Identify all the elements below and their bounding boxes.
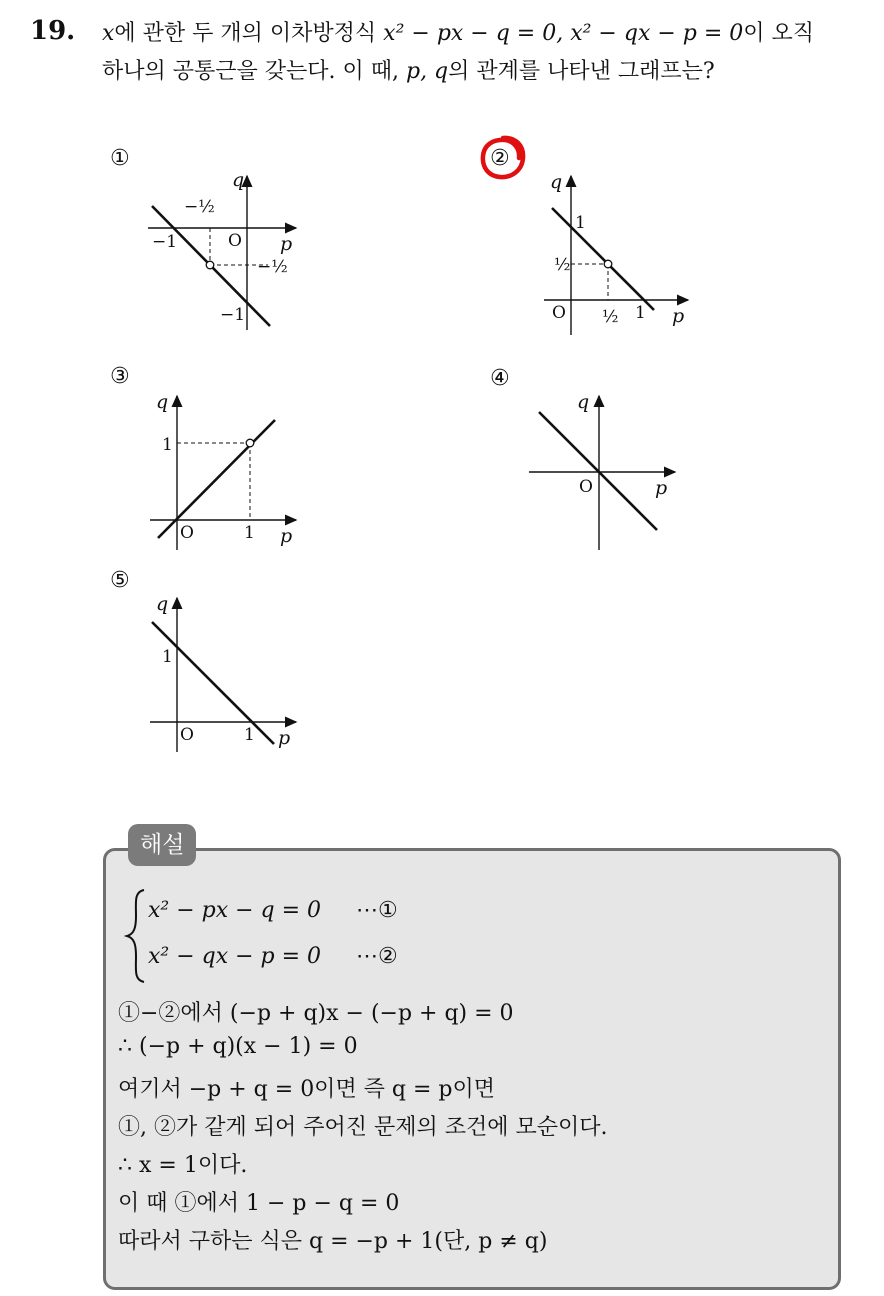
- choice-3-y-label: q: [156, 391, 169, 413]
- choice-2-tick-y-half: ½: [554, 255, 571, 275]
- choice-5-label[interactable]: ⑤: [110, 568, 130, 593]
- choice-2-y-label: q: [550, 171, 563, 193]
- choice-3-tick-x1: 1: [244, 523, 255, 543]
- choice-1-tick-x-neg1: −1: [152, 232, 178, 252]
- choice-1-excluded-point: [206, 261, 214, 269]
- choice-3-x-label: p: [280, 525, 293, 547]
- choice-2-tick-x1: 1: [635, 303, 646, 323]
- choice-2-origin: O: [552, 303, 566, 323]
- solution-line: 따라서 구하는 식은 q = −p + 1(단, p ≠ q): [118, 1229, 548, 1254]
- choice-1-x-label: p: [280, 233, 293, 255]
- solution-line: 여기서 −p + q = 0이면 즉 q = p이면: [118, 1077, 496, 1102]
- solution-tag: 해설: [128, 824, 196, 866]
- solution-line: ①−②에서 (−p + q)x − (−p + q) = 0: [118, 1001, 514, 1026]
- system-brace: [124, 888, 148, 984]
- choice-2-graph: [540, 170, 700, 345]
- choice-4-label[interactable]: ④: [490, 366, 510, 391]
- solution-line: ∴ x = 1이다.: [118, 1153, 248, 1178]
- choice-4-x-label: p: [655, 477, 668, 499]
- solution-line: ①, ②가 같게 되어 주어진 문제의 조건에 모순이다.: [118, 1115, 608, 1140]
- question-vars: p, q: [405, 59, 449, 84]
- choice-5-origin: O: [180, 725, 194, 745]
- question-text-d: 의 관계를 나타낸 그래프는?: [448, 59, 715, 84]
- choice-2-excluded-point: [604, 260, 612, 268]
- choice-1-y-label: q: [232, 169, 245, 191]
- system-ref-2: ⋯②: [356, 944, 398, 969]
- system-equation-1: [148, 898, 398, 923]
- choice-1-tick-y-neghalf: −½: [257, 257, 288, 277]
- choice-1-label[interactable]: ①: [110, 146, 130, 171]
- choice-2-label[interactable]: ②: [490, 146, 510, 171]
- choice-2-tick-y1: 1: [575, 213, 586, 233]
- system-eq-2: x² − qx − p = 0: [148, 944, 322, 969]
- question-text-b: 이 오직: [743, 21, 815, 46]
- choice-4-line: [539, 412, 657, 530]
- choice-1-graph: [140, 170, 310, 330]
- choice-5-tick-x1: 1: [244, 725, 255, 745]
- question-line-1: [102, 16, 814, 47]
- choice-2-tick-x-half: ½: [602, 307, 619, 327]
- choice-3-excluded-point: [246, 439, 254, 447]
- choice-5-graph: [140, 592, 305, 754]
- choice-5-y-label: q: [156, 593, 169, 615]
- choice-4-y-label: q: [577, 391, 590, 413]
- question-line-2: [102, 54, 715, 85]
- choice-4-origin: O: [579, 477, 593, 497]
- choice-3-graph: [140, 390, 305, 550]
- question-text-c: 하나의 공통근을 갖는다. 이 때,: [102, 59, 406, 84]
- system-ref-1: ⋯①: [356, 898, 398, 923]
- choice-5-x-label: p: [278, 727, 291, 749]
- choice-1-origin: O: [228, 231, 242, 251]
- system-equation-2: [148, 944, 398, 969]
- solution-line: ∴ (−p + q)(x − 1) = 0: [118, 1034, 358, 1059]
- choice-1-tick-x-neghalf: −½: [184, 197, 215, 217]
- choice-3-tick-y1: 1: [162, 435, 173, 455]
- question-text-a: 에 관한 두 개의 이차방정식: [114, 21, 384, 46]
- choice-5-tick-y1: 1: [162, 647, 173, 667]
- choice-4-graph: [525, 390, 685, 552]
- choice-3-label[interactable]: ③: [110, 364, 130, 389]
- question-equations: x² − px − q = 0, x² − qx − p = 0: [383, 21, 744, 46]
- choice-1-tick-y-neg1: −1: [220, 305, 246, 325]
- choice-5-line: [152, 622, 274, 744]
- question-var: x: [102, 21, 115, 46]
- solution-line: 이 때 ①에서 1 − p − q = 0: [118, 1191, 400, 1216]
- system-eq-1: x² − px − q = 0: [148, 898, 322, 923]
- question-number: 19.: [30, 16, 76, 46]
- choice-3-origin: O: [180, 523, 194, 543]
- choice-2-x-label: p: [672, 305, 685, 327]
